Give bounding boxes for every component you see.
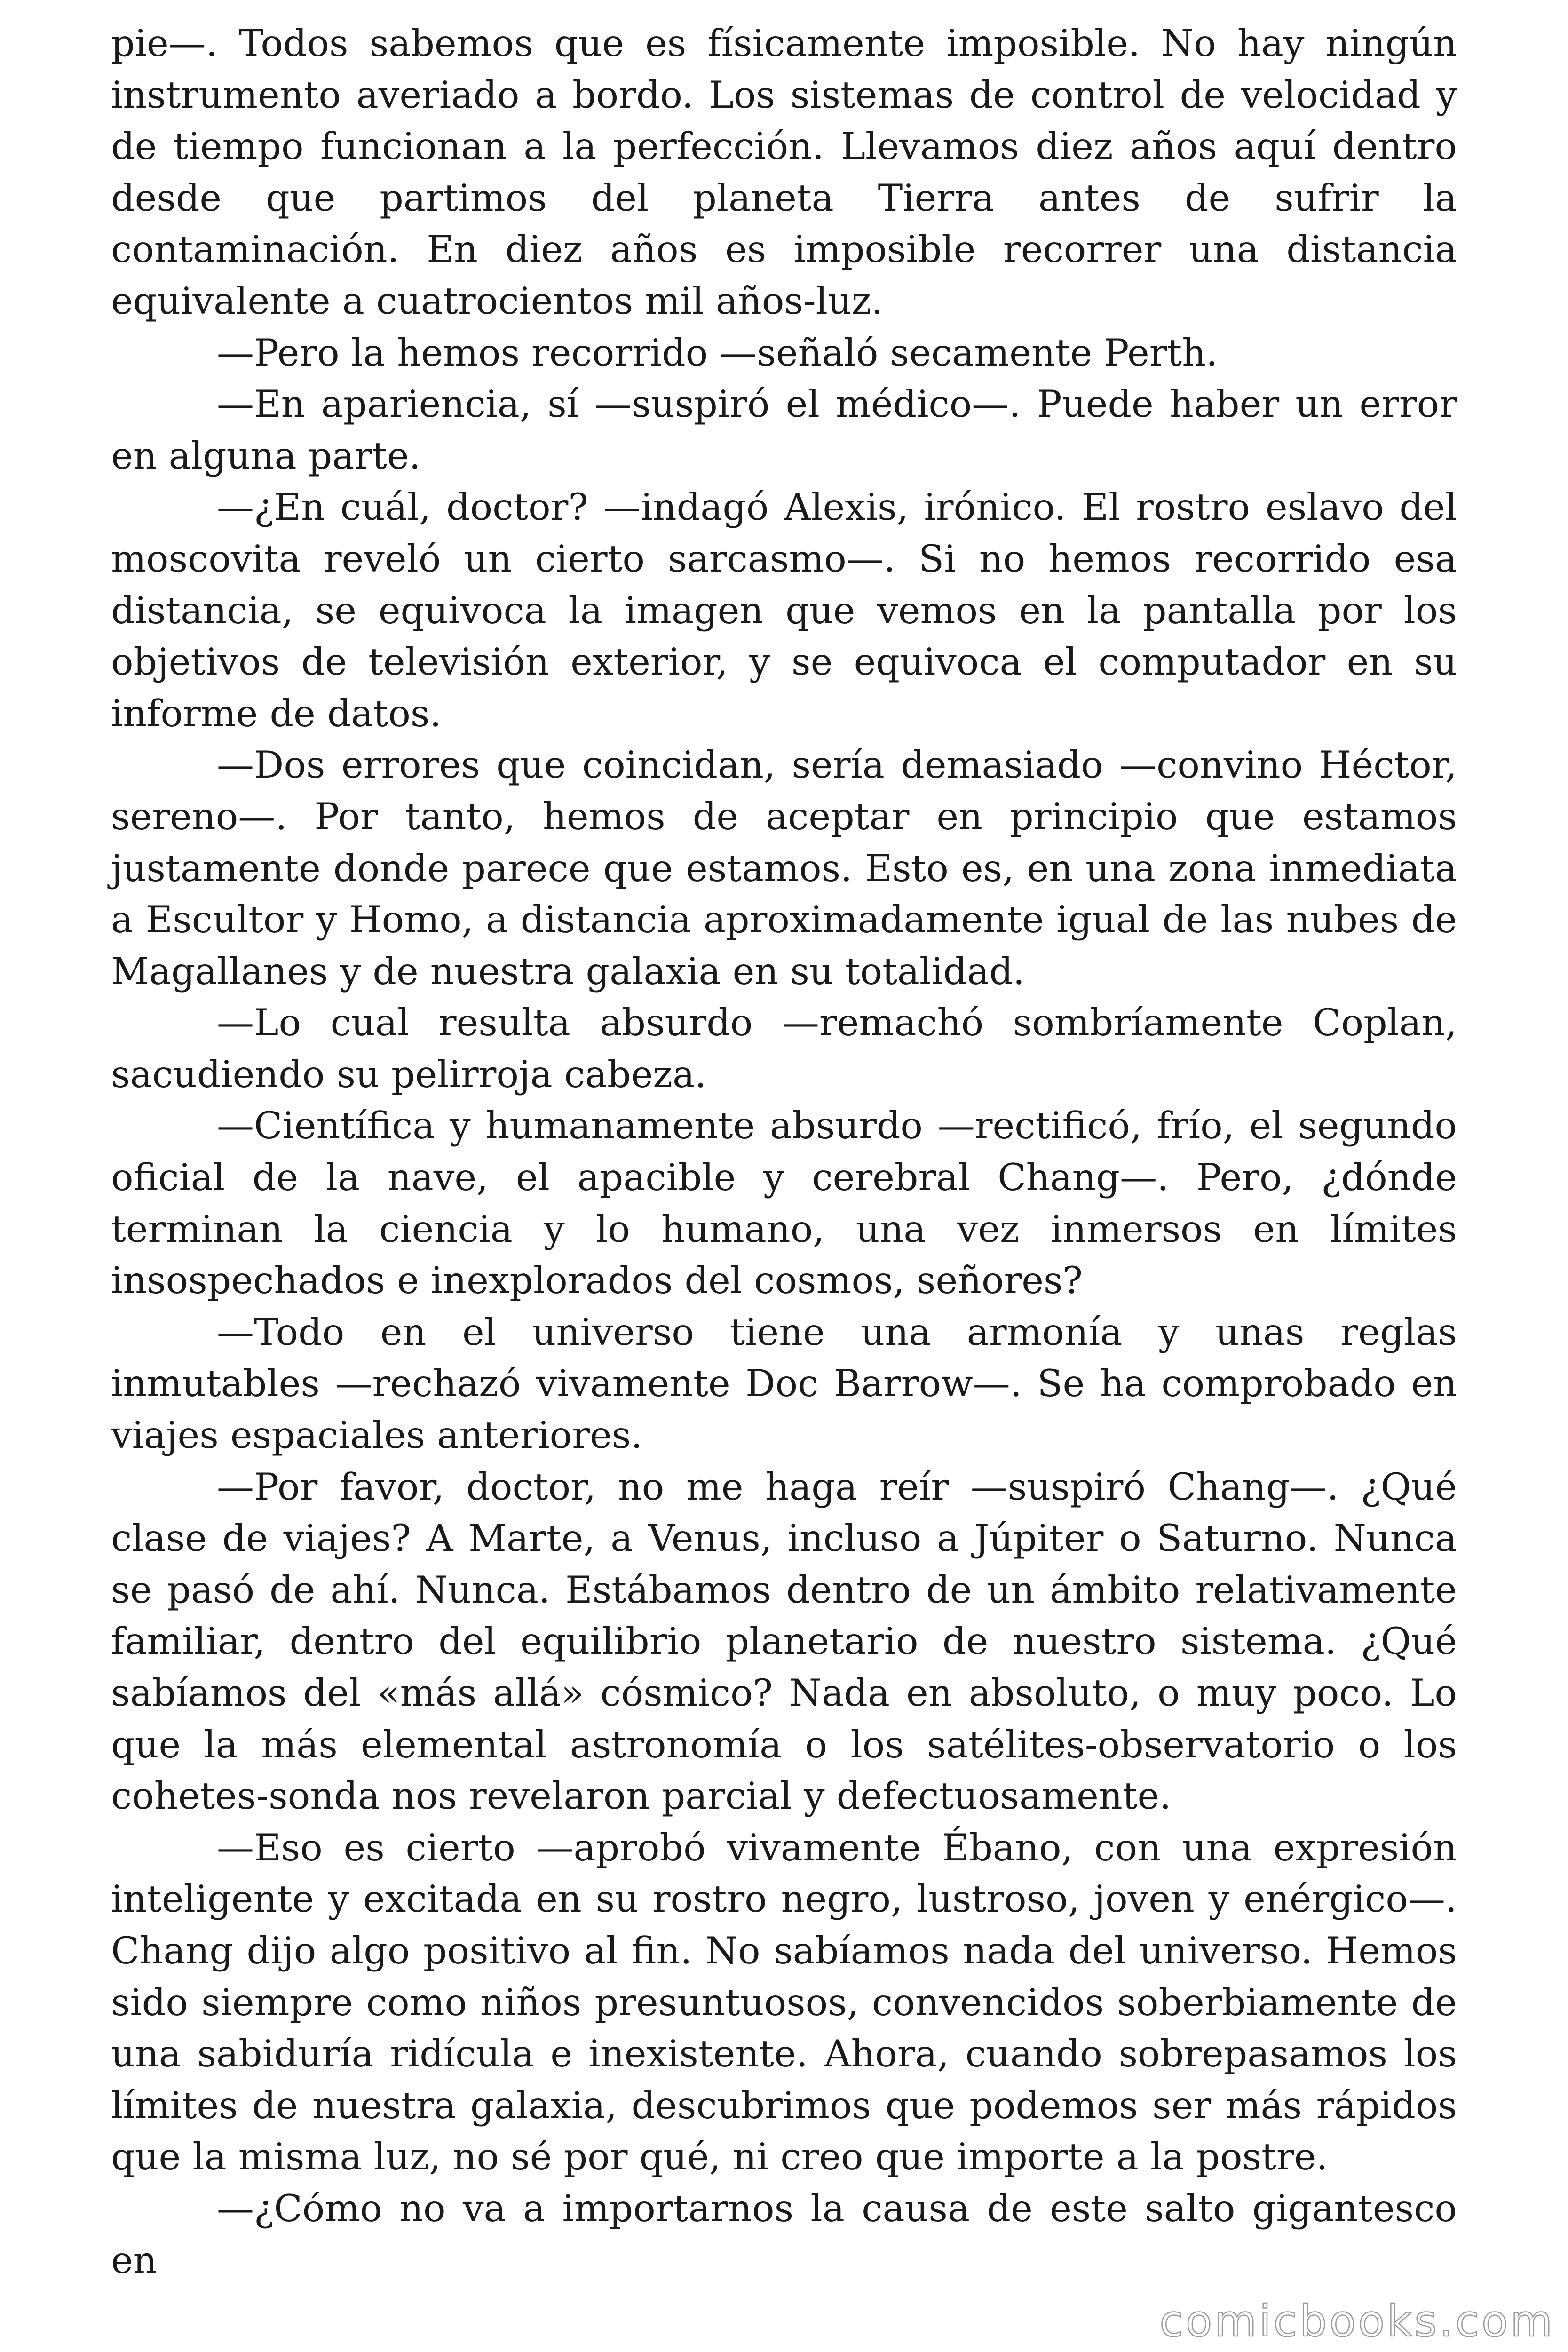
watermark-logo: comicbooks.com [1159, 2296, 1555, 2346]
paragraph: —Pero la hemos recorrido —señaló secamente Perth. [217, 331, 1218, 374]
paragraph: —Todo en el universo tiene una armonía y unas reglas inmutables —rechazó vivamente Doc Barrow—. Se ha comprobado en viajes espaciales anteriores. [111, 1310, 1457, 1457]
paragraph-cut: —¿Cómo no va a importarnos la causa de este salto gigantesco en [111, 2186, 1457, 2282]
paragraph: —Lo cual resulta absurdo —remachó sombríamente Coplan, sacudiendo su pelirroja cabeza. [111, 1001, 1457, 1096]
text-column [111, 18, 1457, 2286]
paragraph: —¿En cuál, doctor? —indagó Alexis, irónico. El rostro eslavo del moscovita reveló un cierto sarcasmo—. Si no hemos recorrido esa distancia, se equivoca la imagen que vemos en la pantalla por los objetivos de televisión exterior, y se equivoca el computador en su informe de datos. [111, 485, 1457, 735]
paragraph: —En apariencia, sí —suspiró el médico—. Puede haber un error en alguna parte. [111, 382, 1457, 477]
paragraph: —Científica y humanamente absurdo —rectificó, frío, el segundo oficial de la nave, el apacible y cerebral Chang—. Pero, ¿dónde terminan la ciencia y lo humano, una vez inmersos en límites insospechados e inexplorados del cosmos, señores? [111, 1104, 1457, 1303]
paragraph: —Eso es cierto —aprobó vivamente Ébano, con una expresión inteligente y excitada en su rostro negro, lustroso, joven y enérgico—. Chang dijo algo positivo al fin. No sabíamos nada del universo. Hemos sido siempre como niños presuntuosos, convencidos soberbiamente de una sabiduría ridícula e inexistente. Ahora, cuando sobrepasamos los límites de nuestra galaxia, descubrimos que podemos ser más rápidos que la misma luz, no sé por qué, ni creo que importe a la postre. [111, 1826, 1457, 2179]
paragraph-continued: pie—. Todos sabemos que es físicamente imposible. No hay ningún instrumento averiado a bordo. Los sistemas de control de velocidad y de tiempo funcionan a la perfección. Llevamos diez años aquí dentro desde que partimos del planeta Tierra antes de sufrir la contaminación. En diez años es imposible recorrer una distancia equivalente a cuatrocientos mil años-luz. [111, 22, 1457, 323]
paragraph: —Dos errores que coincidan, sería demasiado —convino Héctor, sereno—. Por tanto, hemos de aceptar en principio que estamos justamente donde parece que estamos. Esto es, en una zona inmediata a Escultor y Homo, a distancia aproximadamente igual de las nubes de Magallanes y de nuestra galaxia en su totalidad. [111, 743, 1457, 993]
paragraph: —Por favor, doctor, no me haga reír —suspiró Chang—. ¿Qué clase de viajes? A Marte, a Venus, incluso a Júpiter o Saturno. Nunca se pasó de ahí. Nunca. Estábamos dentro de un ámbito relativamente familiar, dentro del equilibrio planetario de nuestro sistema. ¿Qué sabíamos del «más allá» cósmico? Nada en absoluto, o muy poco. Lo que la más elemental astronomía o los satélites-observatorio o los cohetes-sonda nos revelaron parcial y defectuosamente. [111, 1465, 1457, 1818]
